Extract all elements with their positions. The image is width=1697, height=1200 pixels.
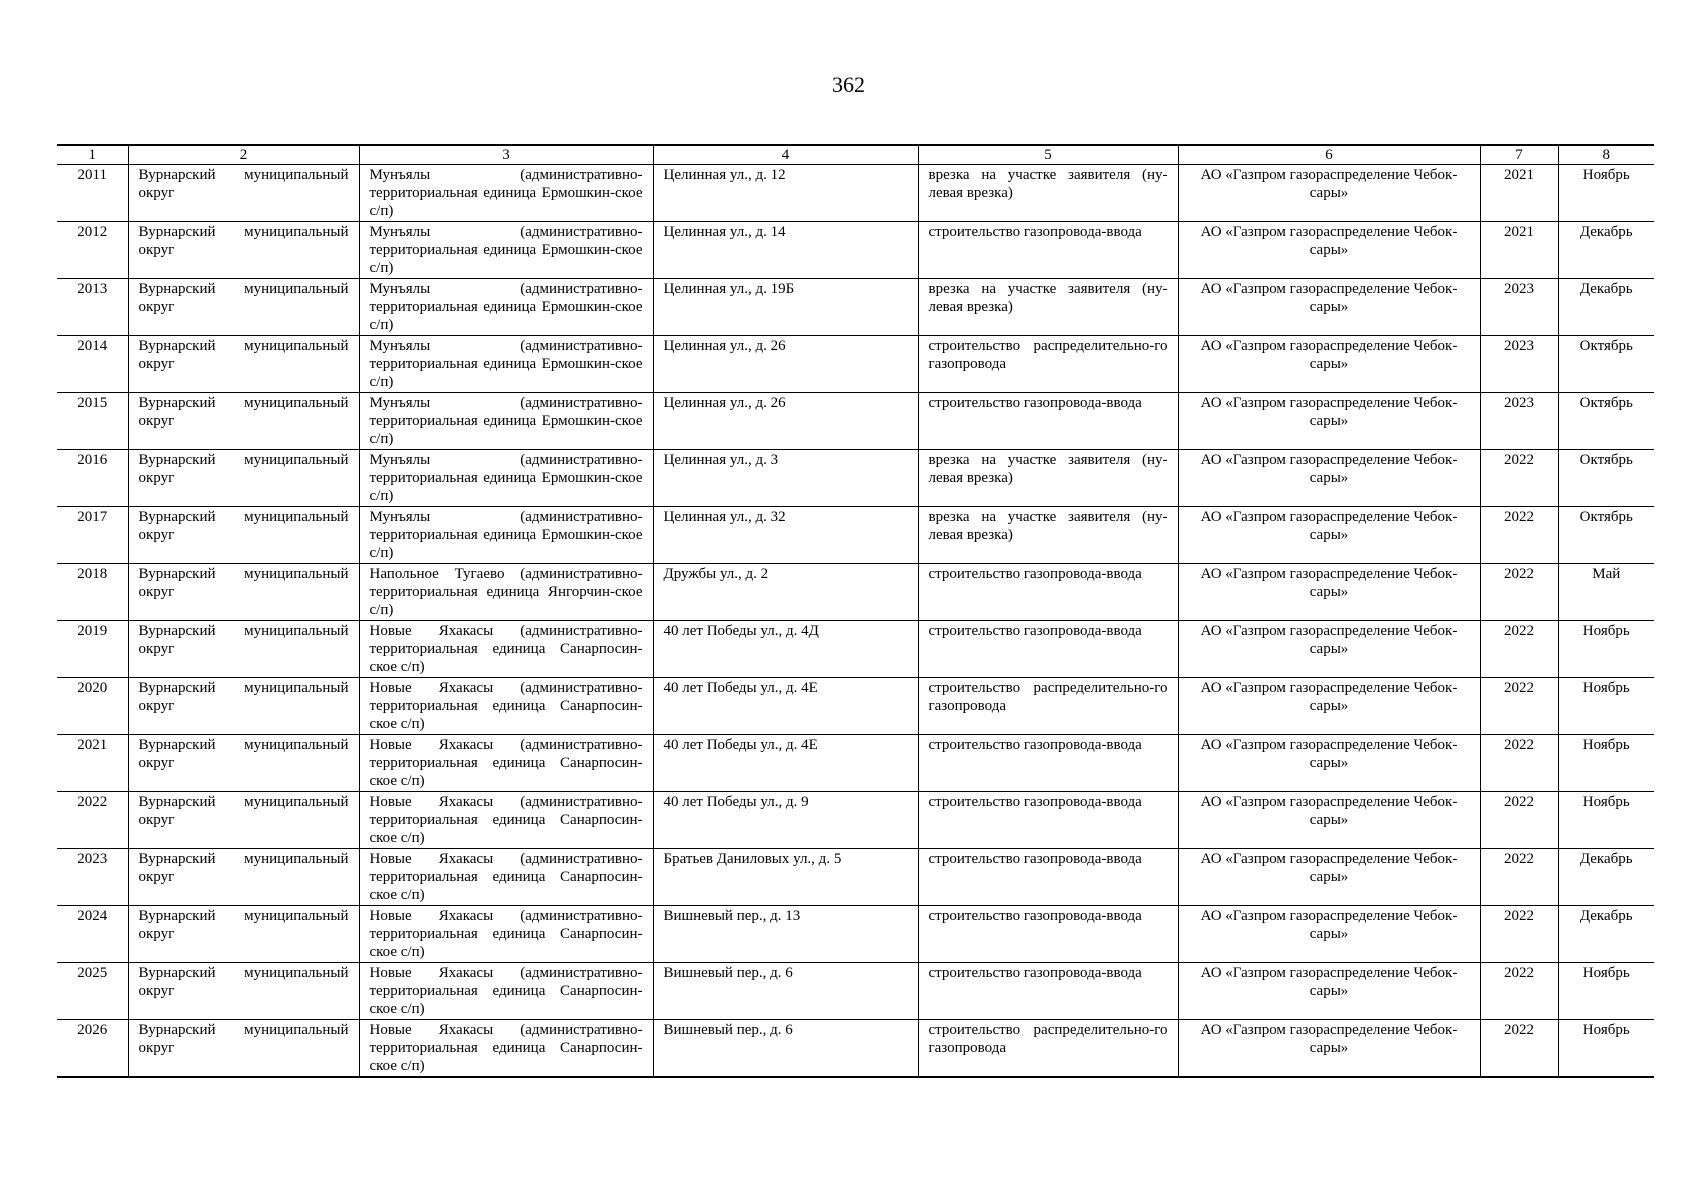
address-cell: Братьев Даниловых ул., д. 5 bbox=[653, 849, 918, 906]
address-cell: Целинная ул., д. 26 bbox=[653, 336, 918, 393]
table-row bbox=[57, 963, 1654, 1020]
settlement-cell: Новые Яхакасы (административно-территориальная единица Санарпосин-ское с/п) bbox=[359, 735, 653, 792]
organization-cell: АО «Газпром газораспределение Чебок-сары» bbox=[1178, 222, 1480, 279]
year-cell: 2022 bbox=[1480, 963, 1558, 1020]
column-header: 1 bbox=[57, 145, 128, 165]
table-row bbox=[57, 336, 1654, 393]
work-type-cell: врезка на участке заявителя (ну-левая врезка) bbox=[918, 165, 1178, 222]
row-number-cell: 2013 bbox=[57, 279, 128, 336]
district-cell: Вурнарский муниципальный округ bbox=[128, 621, 359, 678]
settlement-cell: Новые Яхакасы (административно-территориальная единица Санарпосин-ское с/п) bbox=[359, 906, 653, 963]
column-header: 8 bbox=[1558, 145, 1654, 165]
address-cell: 40 лет Победы ул., д. 4Д bbox=[653, 621, 918, 678]
organization-cell: АО «Газпром газораспределение Чебок-сары» bbox=[1178, 450, 1480, 507]
district-cell: Вурнарский муниципальный округ bbox=[128, 906, 359, 963]
address-cell: Целинная ул., д. 19Б bbox=[653, 279, 918, 336]
table-row bbox=[57, 1020, 1654, 1078]
address-cell: 40 лет Победы ул., д. 4Е bbox=[653, 678, 918, 735]
column-header: 6 bbox=[1178, 145, 1480, 165]
district-cell: Вурнарский муниципальный округ bbox=[128, 279, 359, 336]
table-row bbox=[57, 564, 1654, 621]
address-cell: 40 лет Победы ул., д. 9 bbox=[653, 792, 918, 849]
page-number: 362 bbox=[832, 72, 865, 97]
district-cell: Вурнарский муниципальный округ bbox=[128, 165, 359, 222]
month-cell: Ноябрь bbox=[1558, 735, 1654, 792]
year-cell: 2022 bbox=[1480, 564, 1558, 621]
district-cell: Вурнарский муниципальный округ bbox=[128, 336, 359, 393]
organization-cell: АО «Газпром газораспределение Чебок-сары» bbox=[1178, 165, 1480, 222]
month-cell: Октябрь bbox=[1558, 450, 1654, 507]
year-cell: 2021 bbox=[1480, 222, 1558, 279]
month-cell: Октябрь bbox=[1558, 507, 1654, 564]
table-row bbox=[57, 621, 1654, 678]
month-cell: Декабрь bbox=[1558, 906, 1654, 963]
work-type-cell: строительство газопровода-ввода bbox=[918, 735, 1178, 792]
organization-cell: АО «Газпром газораспределение Чебок-сары» bbox=[1178, 963, 1480, 1020]
settlement-cell: Новые Яхакасы (административно-территориальная единица Санарпосин-ское с/п) bbox=[359, 1020, 653, 1078]
row-number-cell: 2012 bbox=[57, 222, 128, 279]
table-row bbox=[57, 450, 1654, 507]
work-type-cell: врезка на участке заявителя (ну-левая врезка) bbox=[918, 450, 1178, 507]
work-type-cell: строительство распределительно-го газопровода bbox=[918, 678, 1178, 735]
organization-cell: АО «Газпром газораспределение Чебок-сары» bbox=[1178, 564, 1480, 621]
organization-cell: АО «Газпром газораспределение Чебок-сары» bbox=[1178, 849, 1480, 906]
year-cell: 2023 bbox=[1480, 336, 1558, 393]
district-cell: Вурнарский муниципальный округ bbox=[128, 393, 359, 450]
district-cell: Вурнарский муниципальный округ bbox=[128, 507, 359, 564]
work-type-cell: врезка на участке заявителя (ну-левая врезка) bbox=[918, 507, 1178, 564]
address-cell: Целинная ул., д. 12 bbox=[653, 165, 918, 222]
settlement-cell: Мунъялы (административно-территориальная единица Ермошкин-ское с/п) bbox=[359, 336, 653, 393]
district-cell: Вурнарский муниципальный округ bbox=[128, 222, 359, 279]
settlement-cell: Мунъялы (административно-территориальная единица Ермошкин-ское с/п) bbox=[359, 393, 653, 450]
year-cell: 2022 bbox=[1480, 792, 1558, 849]
month-cell: Ноябрь bbox=[1558, 963, 1654, 1020]
work-type-cell: строительство газопровода-ввода bbox=[918, 393, 1178, 450]
row-number-cell: 2021 bbox=[57, 735, 128, 792]
organization-cell: АО «Газпром газораспределение Чебок-сары» bbox=[1178, 621, 1480, 678]
district-cell: Вурнарский муниципальный округ bbox=[128, 792, 359, 849]
month-cell: Октябрь bbox=[1558, 336, 1654, 393]
work-type-cell: врезка на участке заявителя (ну-левая врезка) bbox=[918, 279, 1178, 336]
table-row bbox=[57, 678, 1654, 735]
row-number-cell: 2020 bbox=[57, 678, 128, 735]
row-number-cell: 2026 bbox=[57, 1020, 128, 1078]
year-cell: 2023 bbox=[1480, 279, 1558, 336]
column-header: 2 bbox=[128, 145, 359, 165]
row-number-cell: 2019 bbox=[57, 621, 128, 678]
settlement-cell: Новые Яхакасы (административно-территориальная единица Санарпосин-ское с/п) bbox=[359, 849, 653, 906]
column-header: 4 bbox=[653, 145, 918, 165]
work-type-cell: строительство распределительно-го газопровода bbox=[918, 1020, 1178, 1078]
district-cell: Вурнарский муниципальный округ bbox=[128, 963, 359, 1020]
table-row bbox=[57, 393, 1654, 450]
settlement-cell: Новые Яхакасы (административно-территориальная единица Санарпосин-ское с/п) bbox=[359, 963, 653, 1020]
year-cell: 2021 bbox=[1480, 165, 1558, 222]
month-cell: Декабрь bbox=[1558, 222, 1654, 279]
settlement-cell: Мунъялы (административно-территориальная единица Ермошкин-ское с/п) bbox=[359, 507, 653, 564]
row-number-cell: 2023 bbox=[57, 849, 128, 906]
settlement-cell: Мунъялы (административно-территориальная единица Ермошкин-ское с/п) bbox=[359, 165, 653, 222]
organization-cell: АО «Газпром газораспределение Чебок-сары» bbox=[1178, 906, 1480, 963]
organization-cell: АО «Газпром газораспределение Чебок-сары» bbox=[1178, 336, 1480, 393]
row-number-cell: 2018 bbox=[57, 564, 128, 621]
address-cell: Вишневый пер., д. 13 bbox=[653, 906, 918, 963]
table-row bbox=[57, 849, 1654, 906]
month-cell: Декабрь bbox=[1558, 849, 1654, 906]
table-row bbox=[57, 507, 1654, 564]
settlement-cell: Мунъялы (административно-территориальная единица Ермошкин-ское с/п) bbox=[359, 279, 653, 336]
month-cell: Май bbox=[1558, 564, 1654, 621]
table-row bbox=[57, 165, 1654, 222]
settlement-cell: Новые Яхакасы (административно-территориальная единица Санарпосин-ское с/п) bbox=[359, 792, 653, 849]
table-row bbox=[57, 222, 1654, 279]
organization-cell: АО «Газпром газораспределение Чебок-сары» bbox=[1178, 393, 1480, 450]
work-type-cell: строительство распределительно-го газопровода bbox=[918, 336, 1178, 393]
address-cell: Целинная ул., д. 14 bbox=[653, 222, 918, 279]
address-cell: Вишневый пер., д. 6 bbox=[653, 963, 918, 1020]
row-number-cell: 2016 bbox=[57, 450, 128, 507]
gasification-table bbox=[57, 144, 1654, 1078]
row-number-cell: 2022 bbox=[57, 792, 128, 849]
year-cell: 2022 bbox=[1480, 1020, 1558, 1078]
organization-cell: АО «Газпром газораспределение Чебок-сары» bbox=[1178, 279, 1480, 336]
row-number-cell: 2014 bbox=[57, 336, 128, 393]
month-cell: Ноябрь bbox=[1558, 678, 1654, 735]
column-header: 7 bbox=[1480, 145, 1558, 165]
work-type-cell: строительство газопровода-ввода bbox=[918, 849, 1178, 906]
district-cell: Вурнарский муниципальный округ bbox=[128, 1020, 359, 1078]
address-cell: Дружбы ул., д. 2 bbox=[653, 564, 918, 621]
organization-cell: АО «Газпром газораспределение Чебок-сары» bbox=[1178, 1020, 1480, 1078]
row-number-cell: 2017 bbox=[57, 507, 128, 564]
work-type-cell: строительство газопровода-ввода bbox=[918, 906, 1178, 963]
column-number-row bbox=[57, 145, 1654, 165]
column-header: 5 bbox=[918, 145, 1178, 165]
address-cell: Вишневый пер., д. 6 bbox=[653, 1020, 918, 1078]
address-cell: 40 лет Победы ул., д. 4Е bbox=[653, 735, 918, 792]
address-cell: Целинная ул., д. 26 bbox=[653, 393, 918, 450]
organization-cell: АО «Газпром газораспределение Чебок-сары» bbox=[1178, 735, 1480, 792]
settlement-cell: Мунъялы (административно-территориальная единица Ермошкин-ское с/п) bbox=[359, 222, 653, 279]
table-row bbox=[57, 792, 1654, 849]
year-cell: 2022 bbox=[1480, 450, 1558, 507]
organization-cell: АО «Газпром газораспределение Чебок-сары» bbox=[1178, 678, 1480, 735]
work-type-cell: строительство газопровода-ввода bbox=[918, 792, 1178, 849]
month-cell: Ноябрь bbox=[1558, 1020, 1654, 1078]
year-cell: 2023 bbox=[1480, 393, 1558, 450]
month-cell: Ноябрь bbox=[1558, 165, 1654, 222]
work-type-cell: строительство газопровода-ввода bbox=[918, 963, 1178, 1020]
work-type-cell: строительство газопровода-ввода bbox=[918, 621, 1178, 678]
month-cell: Ноябрь bbox=[1558, 621, 1654, 678]
column-header: 3 bbox=[359, 145, 653, 165]
row-number-cell: 2011 bbox=[57, 165, 128, 222]
district-cell: Вурнарский муниципальный округ bbox=[128, 849, 359, 906]
district-cell: Вурнарский муниципальный округ bbox=[128, 678, 359, 735]
organization-cell: АО «Газпром газораспределение Чебок-сары» bbox=[1178, 507, 1480, 564]
year-cell: 2022 bbox=[1480, 507, 1558, 564]
year-cell: 2022 bbox=[1480, 678, 1558, 735]
settlement-cell: Новые Яхакасы (административно-территориальная единица Санарпосин-ское с/п) bbox=[359, 621, 653, 678]
settlement-cell: Новые Яхакасы (административно-территориальная единица Санарпосин-ское с/п) bbox=[359, 678, 653, 735]
organization-cell: АО «Газпром газораспределение Чебок-сары» bbox=[1178, 792, 1480, 849]
month-cell: Октябрь bbox=[1558, 393, 1654, 450]
month-cell: Ноябрь bbox=[1558, 792, 1654, 849]
table-row bbox=[57, 279, 1654, 336]
year-cell: 2022 bbox=[1480, 621, 1558, 678]
work-type-cell: строительство газопровода-ввода bbox=[918, 564, 1178, 621]
table-row bbox=[57, 906, 1654, 963]
settlement-cell: Напольное Тугаево (административно-территориальная единица Янгорчин-ское с/п) bbox=[359, 564, 653, 621]
address-cell: Целинная ул., д. 3 bbox=[653, 450, 918, 507]
row-number-cell: 2024 bbox=[57, 906, 128, 963]
year-cell: 2022 bbox=[1480, 849, 1558, 906]
table-row bbox=[57, 735, 1654, 792]
settlement-cell: Мунъялы (административно-территориальная единица Ермошкин-ское с/п) bbox=[359, 450, 653, 507]
district-cell: Вурнарский муниципальный округ bbox=[128, 735, 359, 792]
year-cell: 2022 bbox=[1480, 906, 1558, 963]
month-cell: Декабрь bbox=[1558, 279, 1654, 336]
row-number-cell: 2015 bbox=[57, 393, 128, 450]
address-cell: Целинная ул., д. 32 bbox=[653, 507, 918, 564]
work-type-cell: строительство газопровода-ввода bbox=[918, 222, 1178, 279]
district-cell: Вурнарский муниципальный округ bbox=[128, 564, 359, 621]
district-cell: Вурнарский муниципальный округ bbox=[128, 450, 359, 507]
year-cell: 2022 bbox=[1480, 735, 1558, 792]
row-number-cell: 2025 bbox=[57, 963, 128, 1020]
